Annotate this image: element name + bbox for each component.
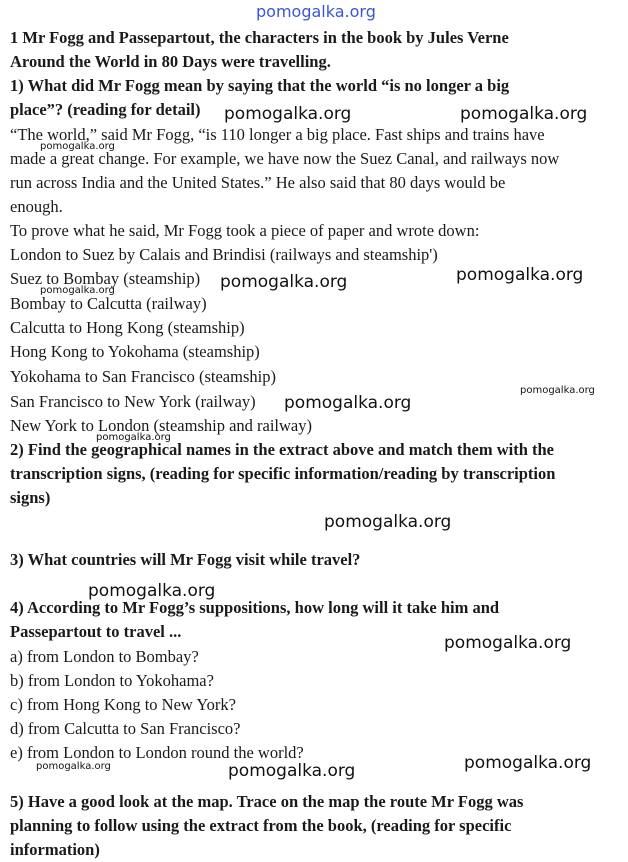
watermark: pomogalka.org [40,285,115,296]
route-item: Hong Kong to Yokohama (steamship) [10,342,260,361]
question-4-option: e) from London to London round the world? [10,743,304,762]
question-3: 3) What countries will Mr Fogg visit while travel? [10,550,361,569]
question-5: 5) Have a good look at the map. Trace on the map the route Mr Fogg was [10,792,524,811]
watermark: pomogalka.org [88,581,216,601]
heading-line: 1 Mr Fogg and Passepartout, the characters in the book by Jules Verne [10,28,509,47]
watermark: pomogalka.org [284,393,412,413]
watermark: pomogalka.org [444,633,572,653]
paragraph-line: made a great change. For example, we have now the Suez Canal, and railways now [10,149,560,168]
route-item: Calcutta to Hong Kong (steamship) [10,318,245,337]
route-item: London to Suez by Calais and Brindisi (railways and steamship') [10,245,438,264]
question-2: signs) [10,488,51,507]
question-4-option: c) from Hong Kong to New York? [10,695,236,714]
question-4-option: d) from Calcutta to San Francisco? [10,719,241,738]
heading-line: Around the World in 80 Days were travelling. [10,52,331,71]
watermark: pomogalka.org [460,104,588,124]
watermark: pomogalka.org [520,385,595,396]
question-4: 4) According to Mr Fogg’s suppositions, how long will it take him and [10,598,500,617]
paragraph-line: run across India and the United States.” He also said that 80 days would be [10,173,506,192]
question-4-option: a) from London to Bombay? [10,647,199,666]
paragraph-line: To prove what he said, Mr Fogg took a piece of paper and wrote down: [10,221,480,240]
route-item: Suez to Bombay (steamship) [10,269,201,288]
watermark: pomogalka.org [464,753,592,773]
question-1: place”? (reading for detail) [10,100,201,119]
question-4: Passepartout to travel ... [10,622,182,641]
paragraph-line: enough. [10,197,63,216]
watermark: pomogalka.org [36,761,111,772]
watermark: pomogalka.org [220,272,348,292]
question-5: planning to follow using the extract from the book, (reading for specific [10,816,512,835]
question-2: 2) Find the geographical names in the extract above and match them with the [10,440,555,459]
question-1: 1) What did Mr Fogg mean by saying that the world “is no longer a big [10,76,510,95]
route-item: New York to London (steamship and railway) [10,416,312,435]
paragraph-line: “The world,” said Mr Fogg, “is 110 longer a big place. Fast ships and trains have [10,125,545,144]
route-item: Yokohama to San Francisco (steamship) [10,367,276,386]
watermark: pomogalka.org [40,141,115,152]
watermark: pomogalka.org [228,761,356,781]
watermark: pomogalka.org [256,2,376,21]
watermark: pomogalka.org [96,432,171,443]
question-5: information) [10,840,100,859]
question-2: transcription signs, (reading for specific information/reading by transcription [10,464,556,483]
route-item: Bombay to Calcutta (railway) [10,294,207,313]
question-4-option: b) from London to Yokohama? [10,671,214,690]
route-item: San Francisco to New York (railway) [10,392,256,411]
watermark: pomogalka.org [224,104,352,124]
watermark: pomogalka.org [324,512,452,532]
watermark: pomogalka.org [456,265,584,285]
